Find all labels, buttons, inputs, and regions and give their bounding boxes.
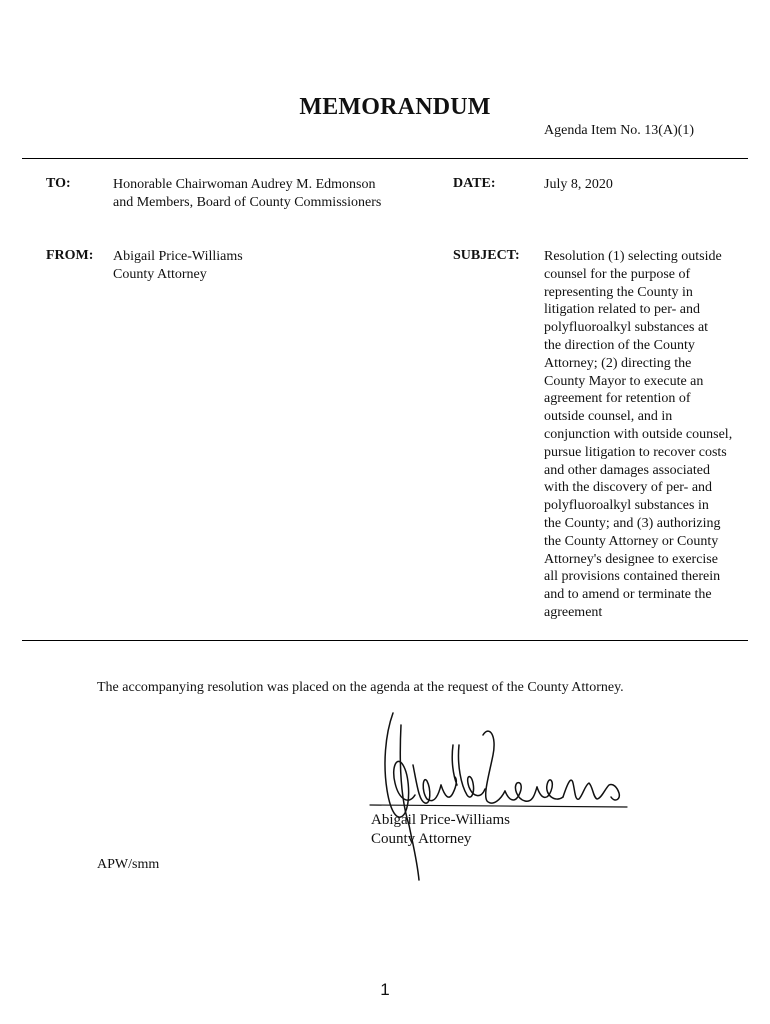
from-line: County Attorney [113, 267, 207, 282]
signatory-title: County Attorney [371, 831, 472, 847]
subject-line: Resolution (1) selecting outside [544, 249, 722, 264]
to-recipients [113, 176, 381, 212]
date-label: DATE: [453, 176, 496, 191]
signature-block [371, 811, 510, 849]
from-label: FROM: [46, 248, 94, 263]
subject-line: conjunction with outside counsel, [544, 426, 733, 442]
subject-line: Attorney; (2) directing the [544, 355, 692, 371]
handwritten-signature [365, 705, 635, 890]
subject-text [544, 248, 754, 622]
subject-line: polyfluoroalkyl substances at [544, 320, 709, 336]
page-number: 1 [380, 980, 390, 999]
from-sender [113, 248, 243, 284]
subject-line: counsel for the purpose of [544, 266, 691, 282]
signatory-name: Abigail Price-Williams [371, 812, 510, 828]
subject-line: outside counsel, and in [544, 409, 673, 425]
subject-line: the County; and (3) authorizing [544, 515, 721, 531]
subject-line: litigation related to per- and [544, 302, 700, 318]
subject-line: with the discovery of per- and [544, 480, 713, 496]
to-line: and Members, Board of County Commissioners [113, 195, 382, 210]
from-line: Abigail Price-Williams [113, 249, 243, 264]
subject-line: Attorney's designee to exercise [544, 551, 718, 567]
subject-line: representing the County in [544, 284, 693, 300]
top-divider [22, 158, 748, 159]
subject-line: County Mayor to execute an [544, 373, 704, 389]
memo-title: MEMORANDUM [299, 94, 491, 120]
to-label: TO: [46, 176, 71, 191]
subject-line: all provisions contained therein [544, 569, 721, 585]
subject-line: agreement [544, 604, 603, 620]
subject-label: SUBJECT: [453, 248, 520, 263]
to-line: Honorable Chairwoman Audrey M. Edmonson [113, 177, 376, 192]
subject-line: polyfluoroalkyl substances in [544, 498, 709, 514]
subject-line: pursue litigation to recover costs [544, 444, 727, 460]
subject-line: the County Attorney or County [544, 533, 719, 549]
body-paragraph: The accompanying resolution was placed on the agenda at the request of the County Attorney. [97, 680, 624, 695]
subject-line: agreement for retention of [544, 391, 691, 407]
bottom-divider [22, 640, 748, 641]
subject-line: the direction of the County [544, 337, 695, 353]
typist-initials: APW/smm [97, 857, 160, 872]
agenda-item-number: Agenda Item No. 13(A)(1) [544, 123, 695, 138]
date-value: July 8, 2020 [544, 177, 613, 192]
subject-line: and to amend or terminate the [544, 587, 712, 603]
subject-line: and other damages associated [544, 462, 710, 478]
